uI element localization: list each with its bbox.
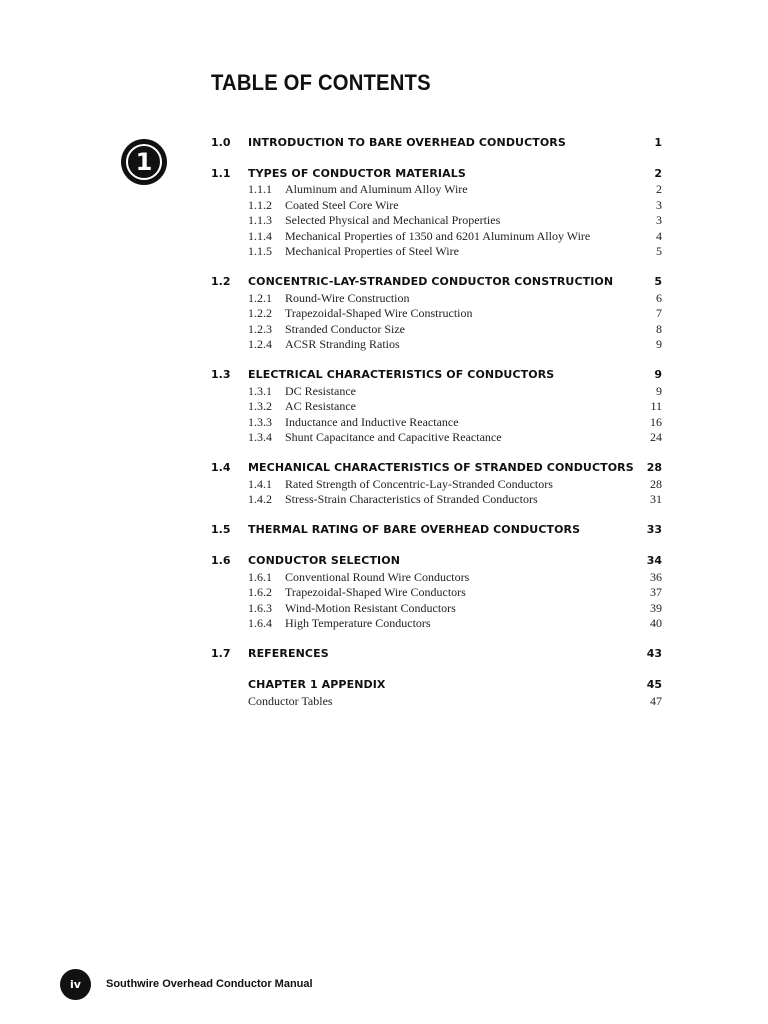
subsection-number: 1.3.1	[248, 384, 272, 398]
subsection-number: 1.4.1	[248, 477, 272, 491]
subsection-number: 1.2.1	[248, 291, 272, 305]
subsection-title: Selected Physical and Mechanical Properties	[285, 213, 501, 227]
section-number: 1.7	[211, 647, 231, 660]
subsection-number: 1.1.5	[248, 244, 272, 258]
subsection-title: Inductance and Inductive Reactance	[285, 415, 459, 429]
subsection-title: Conventional Round Wire Conductors	[285, 570, 470, 584]
subsection-title: Trapezoidal-Shaped Wire Construction	[285, 306, 473, 320]
section-title: CONDUCTOR SELECTION	[248, 554, 401, 567]
toc-subsection[interactable]	[0, 228, 768, 244]
subsection-number: 1.1.3	[248, 213, 272, 227]
page-number-badge: iv	[60, 969, 91, 1000]
subsection-title: Mechanical Properties of Steel Wire	[285, 244, 459, 258]
subsection-number: 1.1.1	[248, 182, 272, 196]
section-page: 5	[654, 275, 662, 288]
subsection-number: 1.3.3	[248, 415, 272, 429]
toc-section-1-2[interactable]	[0, 274, 768, 290]
subsection-title: AC Resistance	[285, 399, 356, 413]
subsection-page: 9	[656, 337, 662, 351]
subsection-title: Round-Wire Construction	[285, 291, 410, 305]
toc-subsection[interactable]	[0, 398, 768, 414]
section-title: ELECTRICAL CHARACTERISTICS OF CONDUCTORS	[248, 368, 555, 381]
subsection-page: 5	[656, 244, 662, 258]
subsection-page: 31	[650, 492, 662, 506]
section-title: THERMAL RATING OF BARE OVERHEAD CONDUCTORS	[248, 523, 581, 536]
toc-subsection[interactable]	[0, 414, 768, 430]
toc-subsection[interactable]	[0, 336, 768, 352]
toc-section-1-4[interactable]	[0, 460, 768, 476]
section-page: 28	[646, 461, 662, 474]
subsection-page: 24	[650, 430, 662, 444]
subsection-number: 1.3.2	[248, 399, 272, 413]
subsection-title: Conductor Tables	[248, 694, 333, 708]
section-title: INTRODUCTION TO BARE OVERHEAD CONDUCTORS	[248, 136, 566, 149]
appendix-page: 45	[646, 678, 662, 691]
subsection-number: 1.2.2	[248, 306, 272, 320]
toc-subsection[interactable]	[0, 429, 768, 445]
toc-subsection[interactable]	[0, 197, 768, 213]
subsection-page: 8	[656, 322, 662, 336]
subsection-title: Stranded Conductor Size	[285, 322, 405, 336]
subsection-number: 1.6.3	[248, 601, 272, 615]
subsection-number: 1.6.1	[248, 570, 272, 584]
toc-appendix[interactable]	[0, 677, 768, 693]
subsection-page: 9	[656, 384, 662, 398]
subsection-number: 1.6.2	[248, 585, 272, 599]
section-title: MECHANICAL CHARACTERISTICS OF STRANDED CONDUCTORS	[248, 461, 634, 474]
toc-section-1-6[interactable]	[0, 553, 768, 569]
chapter-number: 1	[126, 144, 162, 180]
section-number: 1.2	[211, 275, 231, 288]
subsection-title: Aluminum and Aluminum Alloy Wire	[285, 182, 468, 196]
toc-section-1-5[interactable]	[0, 522, 768, 538]
toc-section-1-0[interactable]	[0, 135, 768, 151]
subsection-number: 1.6.4	[248, 616, 272, 630]
toc-subsection[interactable]	[0, 243, 768, 259]
subsection-title: Stress-Strain Characteristics of Stranded Conductors	[285, 492, 538, 506]
subsection-title: Rated Strength of Concentric-Lay-Stranded Conductors	[285, 477, 553, 491]
section-number: 1.4	[211, 461, 231, 474]
section-number: 1.5	[211, 523, 231, 536]
toc-subsection[interactable]	[0, 181, 768, 197]
section-page: 9	[654, 368, 662, 381]
subsection-title: High Temperature Conductors	[285, 616, 431, 630]
appendix-title: CHAPTER 1 APPENDIX	[248, 678, 386, 691]
section-number: 1.0	[211, 136, 231, 149]
toc-section-1-1[interactable]	[0, 166, 768, 182]
subsection-number: 1.4.2	[248, 492, 272, 506]
section-page: 43	[646, 647, 662, 660]
section-number: 1.6	[211, 554, 231, 567]
toc-subsection[interactable]	[0, 305, 768, 321]
toc-subsection[interactable]	[0, 491, 768, 507]
subsection-page: 40	[650, 616, 662, 630]
subsection-title: Wind-Motion Resistant Conductors	[285, 601, 456, 615]
subsection-page: 36	[650, 570, 662, 584]
subsection-title: ACSR Stranding Ratios	[285, 337, 400, 351]
section-number: 1.3	[211, 368, 231, 381]
subsection-page: 2	[656, 182, 662, 196]
subsection-number: 1.2.3	[248, 322, 272, 336]
toc-subsection[interactable]	[0, 476, 768, 492]
section-title: REFERENCES	[248, 647, 329, 660]
section-page: 2	[654, 167, 662, 180]
toc-subsection[interactable]	[0, 584, 768, 600]
toc-subsection[interactable]	[0, 212, 768, 228]
toc-subsection[interactable]	[0, 600, 768, 616]
subsection-number: 1.1.4	[248, 229, 272, 243]
subsection-page: 3	[656, 213, 662, 227]
toc-subsection[interactable]	[0, 290, 768, 306]
subsection-number: 1.2.4	[248, 337, 272, 351]
toc-subsection[interactable]	[0, 615, 768, 631]
subsection-page: 11	[650, 399, 662, 413]
toc-section-1-3[interactable]	[0, 367, 768, 383]
subsection-page: 16	[650, 415, 662, 429]
subsection-page: 3	[656, 198, 662, 212]
toc-section-1-7[interactable]	[0, 646, 768, 662]
subsection-page: 39	[650, 601, 662, 615]
toc-subsection[interactable]	[0, 383, 768, 399]
page-title: TABLE OF CONTENTS	[211, 70, 431, 95]
section-title: CONCENTRIC-LAY-STRANDED CONDUCTOR CONSTRUCTION	[248, 275, 614, 288]
subsection-title: Trapezoidal-Shaped Wire Conductors	[285, 585, 466, 599]
subsection-page: 4	[656, 229, 662, 243]
section-page: 34	[646, 554, 662, 567]
subsection-title: Mechanical Properties of 1350 and 6201 Aluminum Alloy Wire	[285, 229, 591, 243]
toc-subsection[interactable]	[0, 569, 768, 585]
subsection-title: DC Resistance	[285, 384, 356, 398]
subsection-title: Shunt Capacitance and Capacitive Reactance	[285, 430, 502, 444]
subsection-page: 7	[656, 306, 662, 320]
subsection-title: Coated Steel Core Wire	[285, 198, 399, 212]
subsection-number: 1.3.4	[248, 430, 272, 444]
subsection-page: 37	[650, 585, 662, 599]
footer-manual-title: Southwire Overhead Conductor Manual	[106, 978, 313, 990]
subsection-page: 6	[656, 291, 662, 305]
subsection-number: 1.1.2	[248, 198, 272, 212]
section-number: 1.1	[211, 167, 231, 180]
subsection-page: 28	[650, 477, 662, 491]
toc-subsection[interactable]	[0, 321, 768, 337]
section-page: 33	[646, 523, 662, 536]
subsection-page: 47	[650, 694, 662, 708]
section-page: 1	[654, 136, 662, 149]
toc-subsection[interactable]	[0, 693, 768, 709]
section-title: TYPES OF CONDUCTOR MATERIALS	[248, 167, 466, 180]
